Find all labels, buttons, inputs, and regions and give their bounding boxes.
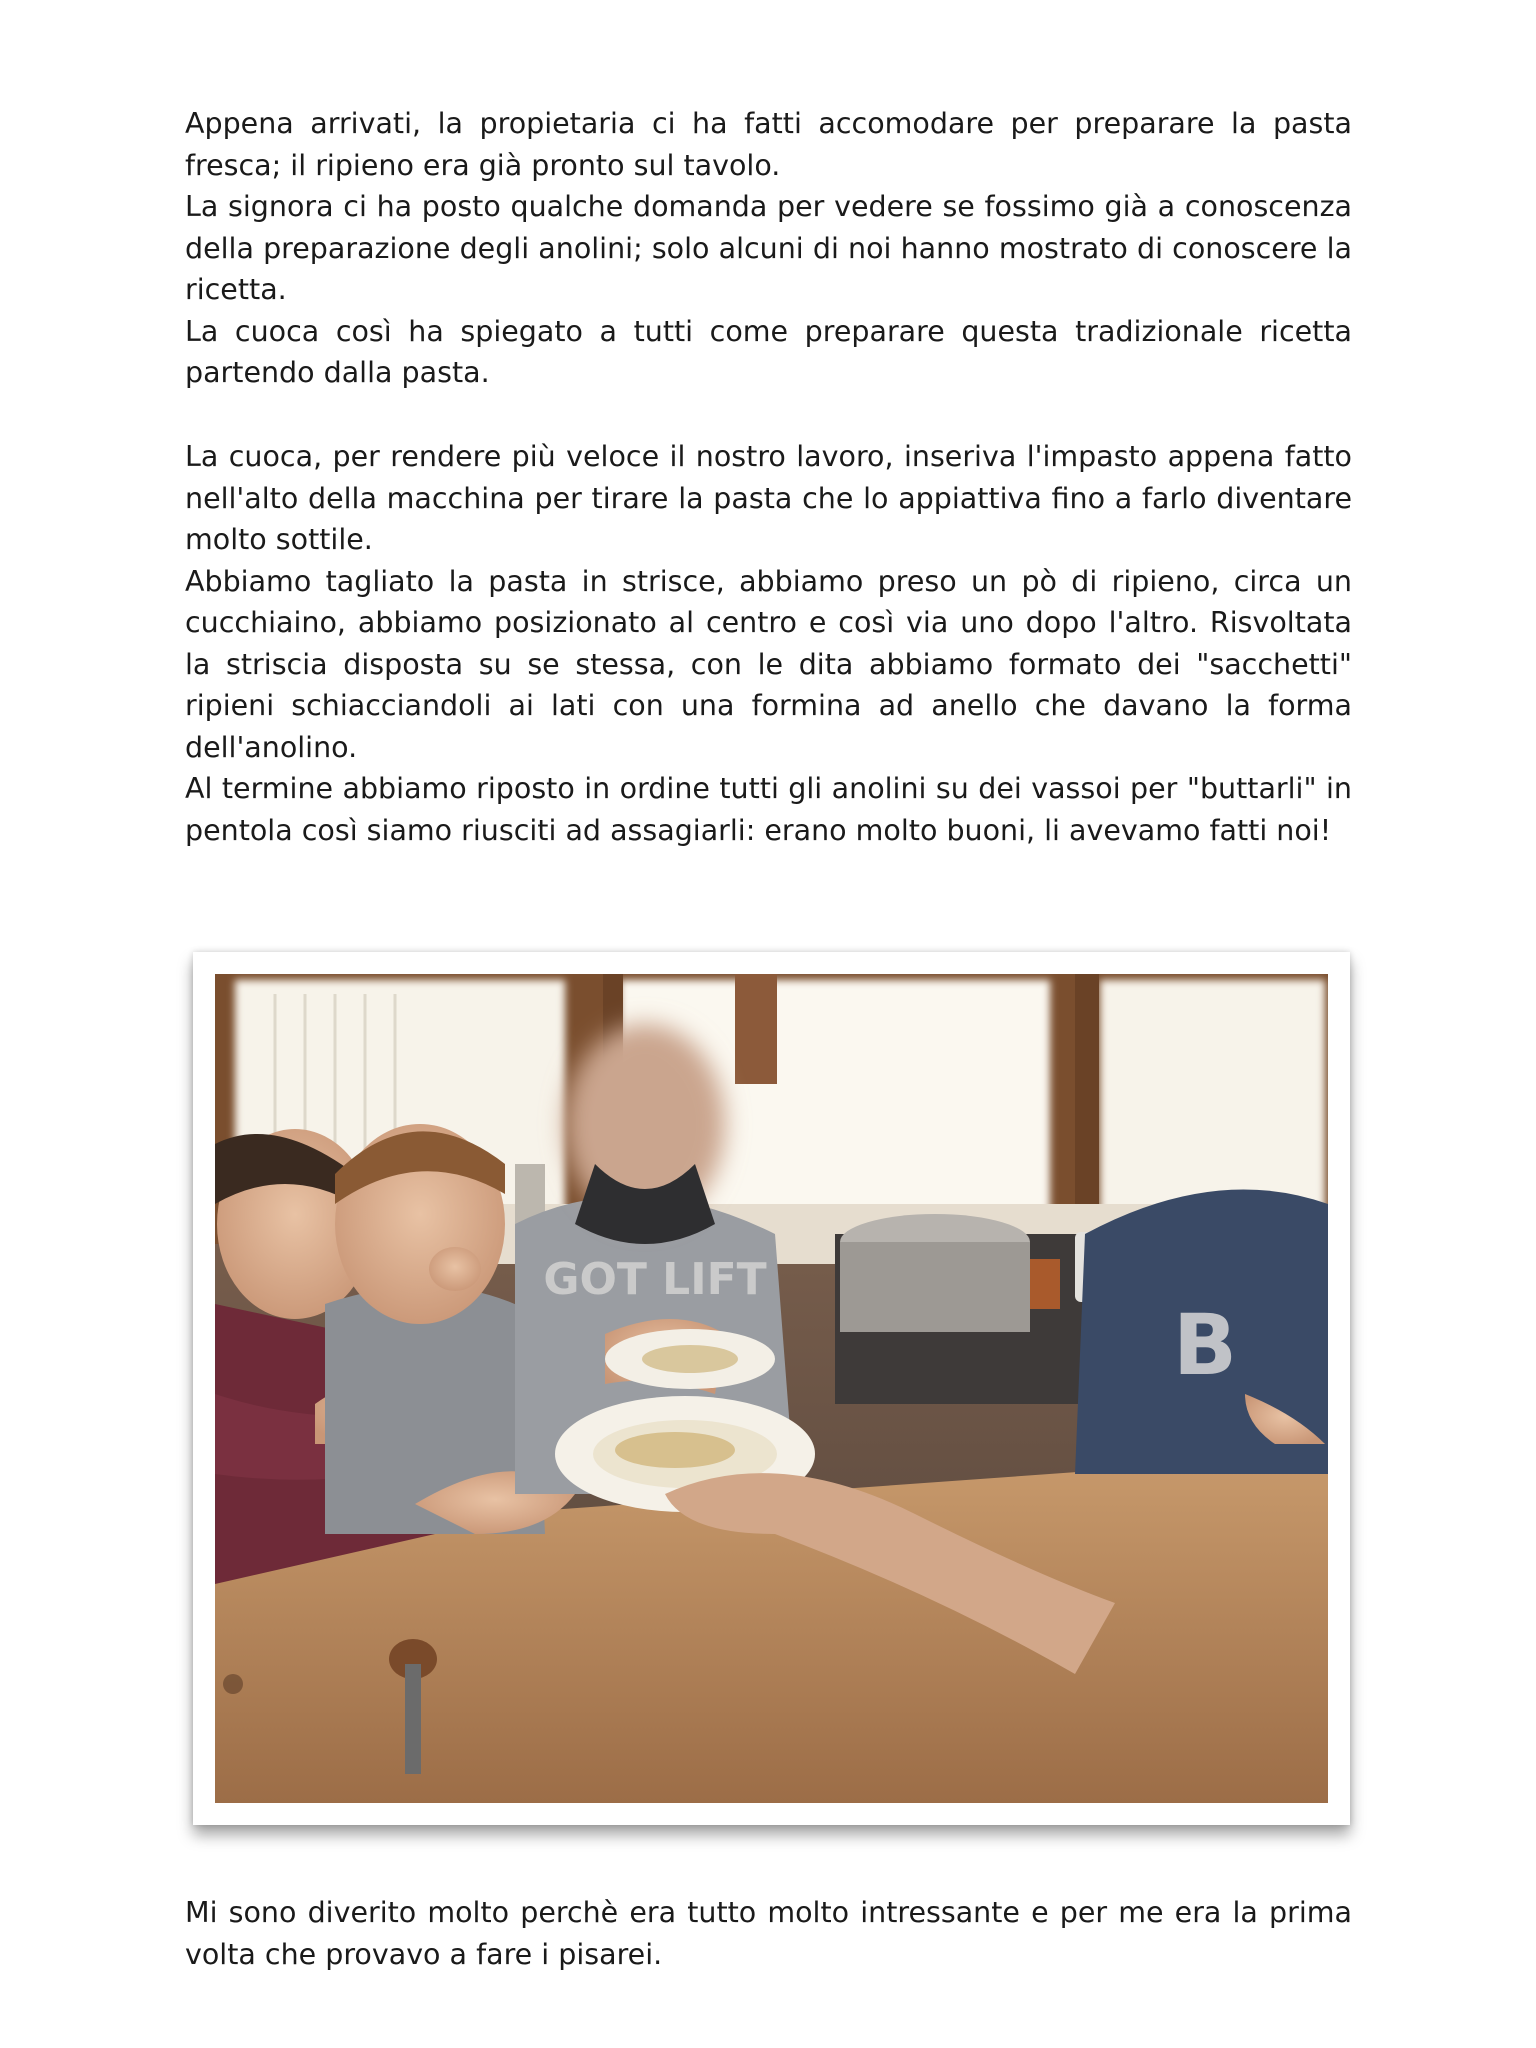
text-line: La signora ci ha posto qualche domanda per vedere se fossimo già a conoscenza della preparazione degli anolini; solo alcuni di noi hanno mostrato di conoscere la ricetta. <box>185 190 1352 306</box>
child-right <box>1075 1189 1328 1474</box>
paragraph-preparation <box>185 436 1352 768</box>
photo-illustration <box>215 974 1328 1803</box>
photo-frame <box>193 952 1350 1825</box>
text-line: Appena arrivati, la propietaria ci ha fatti accomodare per preparare la pasta fresca; il ripieno era già pronto sul tavolo. <box>185 107 1352 182</box>
paragraph-intro <box>185 103 1352 394</box>
text-line: Abbiamo tagliato la pasta in strisce, abbiamo preso un pò di ripieno, circa un cucchiaino, abbiamo posizionato al centro e così via uno dopo l'altro. Risvoltata la striscia disposta su se stessa, con le dita abbiamo formato dei "sacchetti" ripieni schiacciandoli ai lati con una formina ad anello che davano la forma dell'anolino. <box>185 564 1352 764</box>
text-line: Al termine abbiamo riposto in ordine tutti gli anolini su dei vassoi per "buttarli" in pentola così siamo riusciti ad assagiarli: erano molto buoni, li avevamo fatti noi! <box>185 772 1352 847</box>
shirt-letter: B <box>1172 1296 1238 1394</box>
text-line: La cuoca così ha spiegato a tutti come preparare questa tradizionale ricetta partendo dalla pasta. <box>185 314 1352 389</box>
text-line: Mi sono diverito molto perchè era tutto molto intressante e per me era la prima volta che provavo a fare i pisarei. <box>185 1896 1352 1971</box>
text-line: La cuoca, per rendere più veloce il nostro lavoro, inseriva l'impasto appena fatto nell'alto della macchina per tirare la pasta che lo appiattiva fino a farlo diventare molto sottile. <box>185 440 1352 556</box>
paragraph-conclusion <box>185 768 1352 851</box>
spice-jar <box>1030 1259 1060 1309</box>
kitchen-photo <box>215 974 1328 1803</box>
paragraph-closing <box>185 1892 1352 1975</box>
sweatshirt-print: GOT LIFT <box>543 1254 767 1305</box>
plate-small <box>605 1329 775 1389</box>
